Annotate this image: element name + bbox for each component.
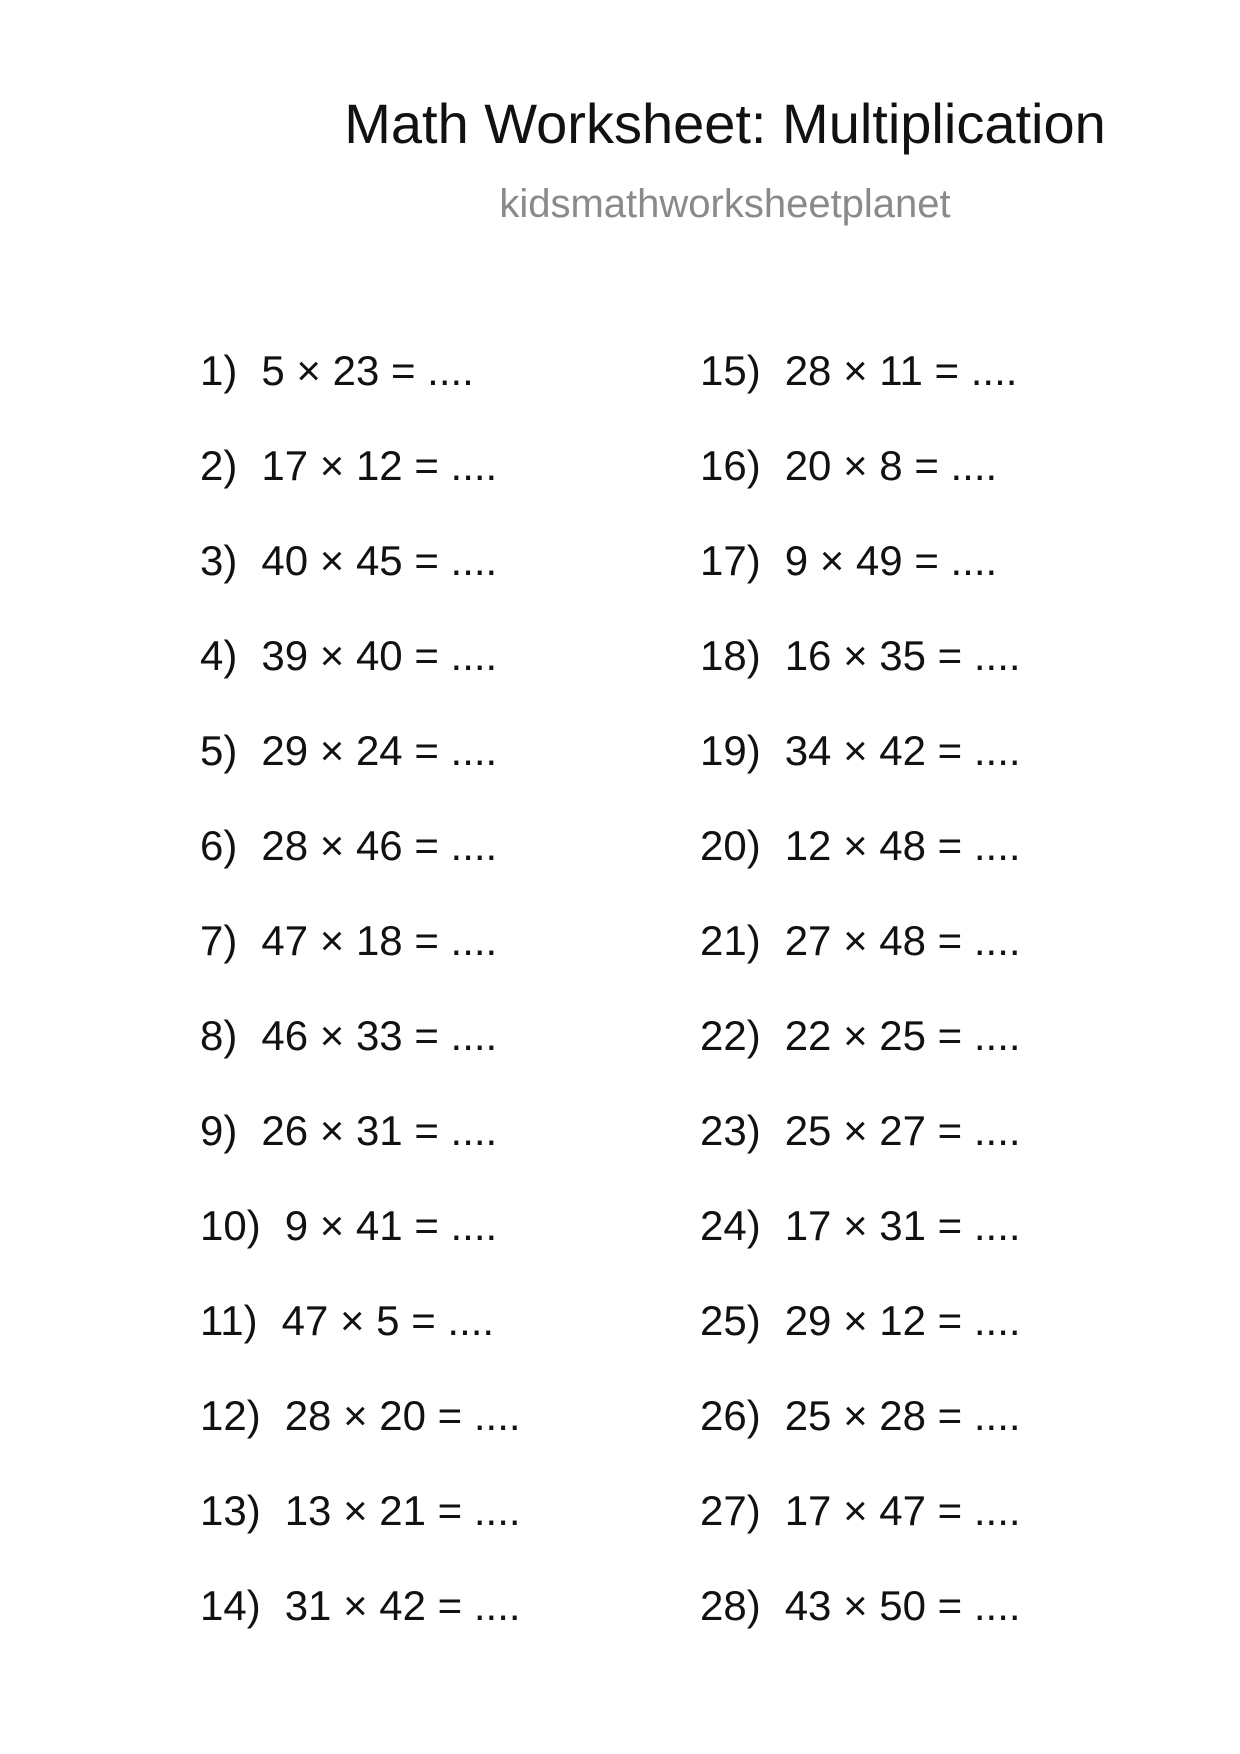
problem-number: 7) (200, 917, 238, 964)
problem-expression: 46 × 33 = .... (261, 1012, 498, 1059)
problem-expression: 27 × 48 = .... (784, 917, 1021, 964)
problem-expression: 25 × 27 = .... (784, 1107, 1021, 1154)
problem-number: 17) (700, 537, 761, 584)
problem-item (200, 1202, 498, 1249)
problem-number: 15) (700, 347, 761, 394)
problem-expression: 47 × 18 = .... (261, 917, 498, 964)
problem-item (200, 1107, 498, 1154)
problem-number: 25) (700, 1297, 761, 1344)
problem-number: 3) (200, 537, 238, 584)
problem-number: 2) (200, 442, 238, 489)
problem-number: 28) (700, 1582, 761, 1629)
problem-item (700, 537, 998, 584)
problem-expression: 26 × 31 = .... (261, 1107, 498, 1154)
problem-expression: 17 × 31 = .... (784, 1202, 1021, 1249)
problem-expression: 17 × 47 = .... (784, 1487, 1021, 1534)
problem-item (200, 537, 498, 584)
problem-number: 24) (700, 1202, 761, 1249)
problem-item (700, 1582, 1021, 1629)
problem-item (200, 1392, 521, 1439)
problem-item (200, 822, 498, 869)
problem-item (700, 917, 1021, 964)
problem-number: 1) (200, 347, 238, 394)
problem-item (700, 1297, 1021, 1344)
problem-expression: 47 × 5 = .... (281, 1297, 495, 1344)
problem-item (200, 1487, 521, 1534)
problem-number: 6) (200, 822, 238, 869)
problem-expression: 29 × 24 = .... (261, 727, 498, 774)
problem-expression: 12 × 48 = .... (784, 822, 1021, 869)
problem-number: 14) (200, 1582, 261, 1629)
problem-expression: 25 × 28 = .... (784, 1392, 1021, 1439)
problem-item (200, 727, 498, 774)
problem-expression: 20 × 8 = .... (784, 442, 998, 489)
problem-item (200, 1582, 521, 1629)
problem-expression: 43 × 50 = .... (784, 1582, 1021, 1629)
problem-expression: 5 × 23 = .... (261, 347, 474, 394)
problem-item (700, 347, 1018, 394)
problem-number: 9) (200, 1107, 238, 1154)
problem-item (200, 347, 474, 394)
site-name: kidsmathworksheetplanet (499, 182, 951, 226)
problem-number: 13) (200, 1487, 261, 1534)
problem-number: 11) (200, 1297, 258, 1344)
problem-number: 26) (700, 1392, 761, 1439)
problem-item (700, 1107, 1021, 1154)
problem-expression: 39 × 40 = .... (261, 632, 498, 679)
problem-number: 23) (700, 1107, 761, 1154)
problem-item (700, 442, 998, 489)
problem-expression: 22 × 25 = .... (784, 1012, 1021, 1059)
problem-expression: 17 × 12 = .... (261, 442, 498, 489)
problem-item (200, 632, 498, 679)
problem-number: 18) (700, 632, 761, 679)
problem-item (700, 1392, 1021, 1439)
problem-number: 12) (200, 1392, 261, 1439)
problem-item (200, 442, 498, 489)
problem-expression: 9 × 49 = .... (784, 537, 998, 584)
problem-item (700, 1012, 1021, 1059)
problem-number: 4) (200, 632, 238, 679)
problem-item (700, 1487, 1021, 1534)
problem-number: 16) (700, 442, 761, 489)
problem-number: 5) (200, 727, 238, 774)
problem-item (200, 1297, 495, 1344)
problem-number: 27) (700, 1487, 761, 1534)
problem-expression: 31 × 42 = .... (284, 1582, 521, 1629)
problem-expression: 29 × 12 = .... (784, 1297, 1021, 1344)
problem-number: 22) (700, 1012, 761, 1059)
problem-number: 21) (700, 917, 761, 964)
problem-item (700, 822, 1021, 869)
problem-item (700, 727, 1021, 774)
problem-expression: 9 × 41 = .... (284, 1202, 498, 1249)
problem-item (200, 917, 498, 964)
problem-expression: 28 × 20 = .... (284, 1392, 521, 1439)
problem-item (700, 632, 1021, 679)
problem-item (700, 1202, 1021, 1249)
problem-expression: 40 × 45 = .... (261, 537, 498, 584)
problem-item (200, 1012, 498, 1059)
problem-expression: 34 × 42 = .... (784, 727, 1021, 774)
problem-expression: 16 × 35 = .... (784, 632, 1021, 679)
problem-number: 8) (200, 1012, 238, 1059)
problem-expression: 28 × 11 = .... (784, 347, 1018, 394)
page-title: Math Worksheet: Multiplication (344, 92, 1106, 155)
problem-expression: 28 × 46 = .... (261, 822, 498, 869)
problem-number: 10) (200, 1202, 261, 1249)
problem-number: 20) (700, 822, 761, 869)
problem-number: 19) (700, 727, 761, 774)
problem-expression: 13 × 21 = .... (284, 1487, 521, 1534)
